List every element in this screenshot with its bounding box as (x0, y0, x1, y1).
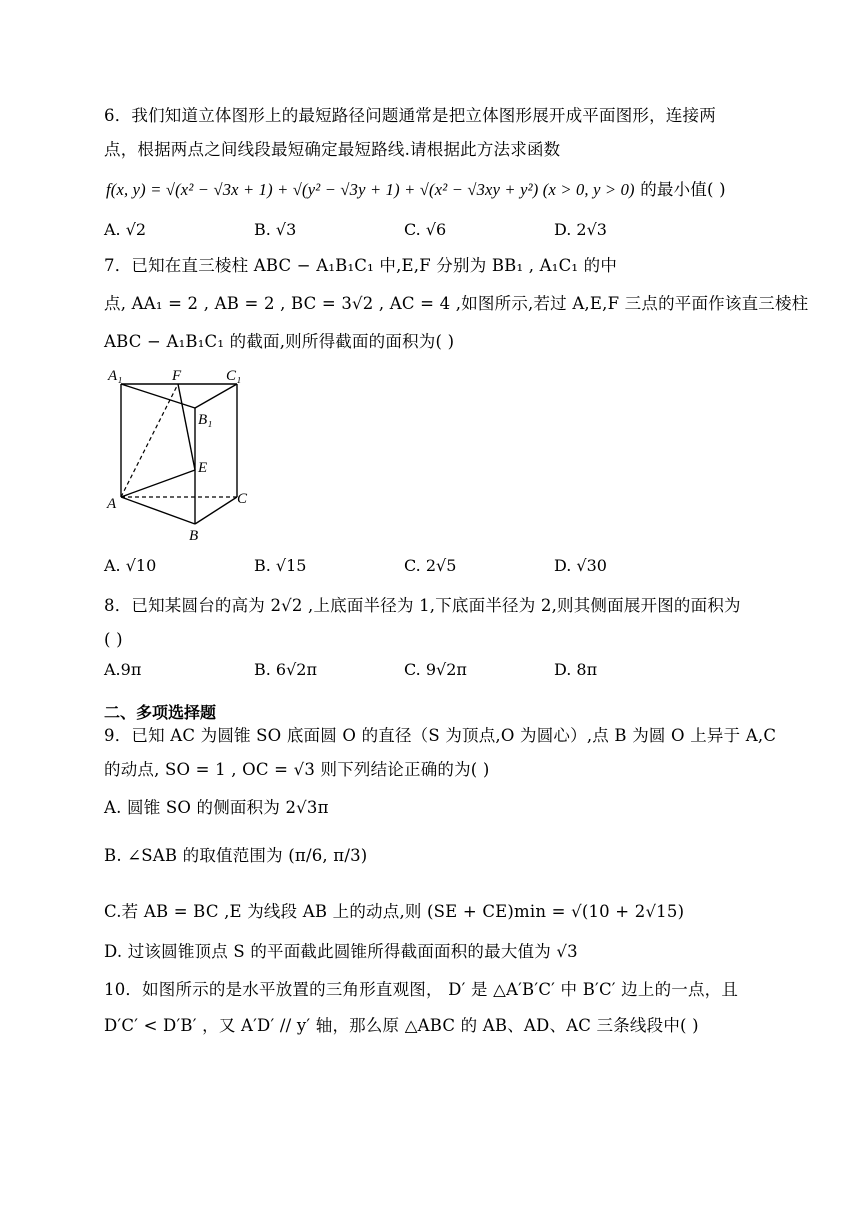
q6-option-c[interactable]: C. √6 (404, 220, 447, 239)
q8-options (104, 660, 764, 688)
q6-formula-tail: 的最小值( ) (640, 180, 726, 199)
q6-option-b[interactable]: B. √3 (254, 220, 297, 239)
edge-f-e (178, 384, 195, 470)
q6-formula-line (106, 178, 726, 202)
q10-line2: D′C′ < D′B′ ，又 A′D′ // y′ 轴，那么原 △ABC 的 AB、AD、AC 三条线段中( ) (104, 1016, 699, 1035)
label-e: E (198, 460, 208, 476)
label-a: A (107, 496, 117, 512)
q6-option-a[interactable]: A. √2 (104, 220, 147, 239)
prism-figure (104, 364, 264, 546)
edge-b-c (195, 497, 237, 524)
label-b1: B₁ (198, 412, 213, 428)
q7-option-d[interactable]: D. √30 (554, 556, 607, 575)
edge-a1-b1 (121, 384, 195, 408)
edge-a-e (121, 470, 195, 497)
q9-option-d[interactable]: D. 过该圆锥顶点 S 的平面截此圆锥所得截面面积的最大值为 √3 (104, 942, 578, 961)
label-c: C (237, 491, 248, 507)
q8-line2: ( ) (104, 630, 123, 649)
label-a1: A₁ (108, 368, 123, 384)
q9-line2: 的动点, SO = 1 , OC = √3 则下列结论正确的为( ) (104, 760, 490, 779)
q6-options (104, 220, 764, 248)
q6-line1: 6．我们知道立体图形上的最短路径问题通常是把立体图形展开成平面图形，连接两 (104, 106, 716, 125)
q6-line2: 点，根据两点之间线段最短确定最短路线.请根据此方法求函数 (104, 140, 561, 159)
q8-option-b[interactable]: B. 6√2π (254, 660, 317, 679)
q7-option-c[interactable]: C. 2√5 (404, 556, 457, 575)
q7-line1: 7．已知在直三棱柱 ABC − A₁B₁C₁ 中,E,F 分别为 BB₁ , A₁C₁ 的中 (104, 256, 618, 275)
q7-option-b[interactable]: B. √15 (254, 556, 307, 575)
q8-option-d[interactable]: D. 8π (554, 660, 598, 679)
label-b: B (189, 528, 199, 544)
q6-option-d[interactable]: D. 2√3 (554, 220, 607, 239)
section-heading: 二、多项选择题 (104, 703, 217, 722)
q7-line2: 点, AA₁ = 2 , AB = 2 , BC = 3√2 , AC = 4 ,如图所示,若过 A,E,F 三点的平面作该直三棱柱 (104, 294, 809, 313)
q9-line1: 9．已知 AC 为圆锥 SO 底面圆 O 的直径（S 为顶点,O 为圆心）,点 B 为圆 O 上异于 A,C (104, 726, 777, 745)
q8-option-c[interactable]: C. 9√2π (404, 660, 467, 679)
edge-b1-c1 (195, 384, 237, 408)
q9-option-c[interactable]: C.若 AB = BC ,E 为线段 AB 上的动点,则 (SE + CE)min = √(10 + 2√15) (104, 902, 685, 921)
q8-option-a[interactable]: A.9π (104, 660, 142, 679)
q7-option-a[interactable]: A. √10 (104, 556, 157, 575)
q6-formula: f(x, y) = √(x² − √3x + 1) + √(y² − √3y + 1) + √(x² − √3xy + y²) (x > 0, y > 0) (106, 180, 635, 199)
q9-option-b[interactable]: B. ∠SAB 的取值范围为 (π/6, π/3) (104, 846, 368, 865)
q8-line1: 8．已知某圆台的高为 2√2 ,上底面半径为 1,下底面半径为 2,则其侧面展开图的面积为 (104, 596, 741, 615)
q9-option-a[interactable]: A. 圆锥 SO 的侧面积为 2√3π (104, 798, 329, 817)
label-c1: C₁ (226, 368, 242, 384)
q7-line3: ABC − A₁B₁C₁ 的截面,则所得截面的面积为( ) (104, 332, 455, 351)
label-f: F (172, 368, 182, 384)
q10-line1: 10．如图所示的是水平放置的三角形直观图， D′ 是 △A′B′C′ 中 B′C′ 边上的一点，且 (104, 980, 739, 999)
edge-a-b (121, 497, 195, 524)
q7-options (104, 556, 764, 584)
